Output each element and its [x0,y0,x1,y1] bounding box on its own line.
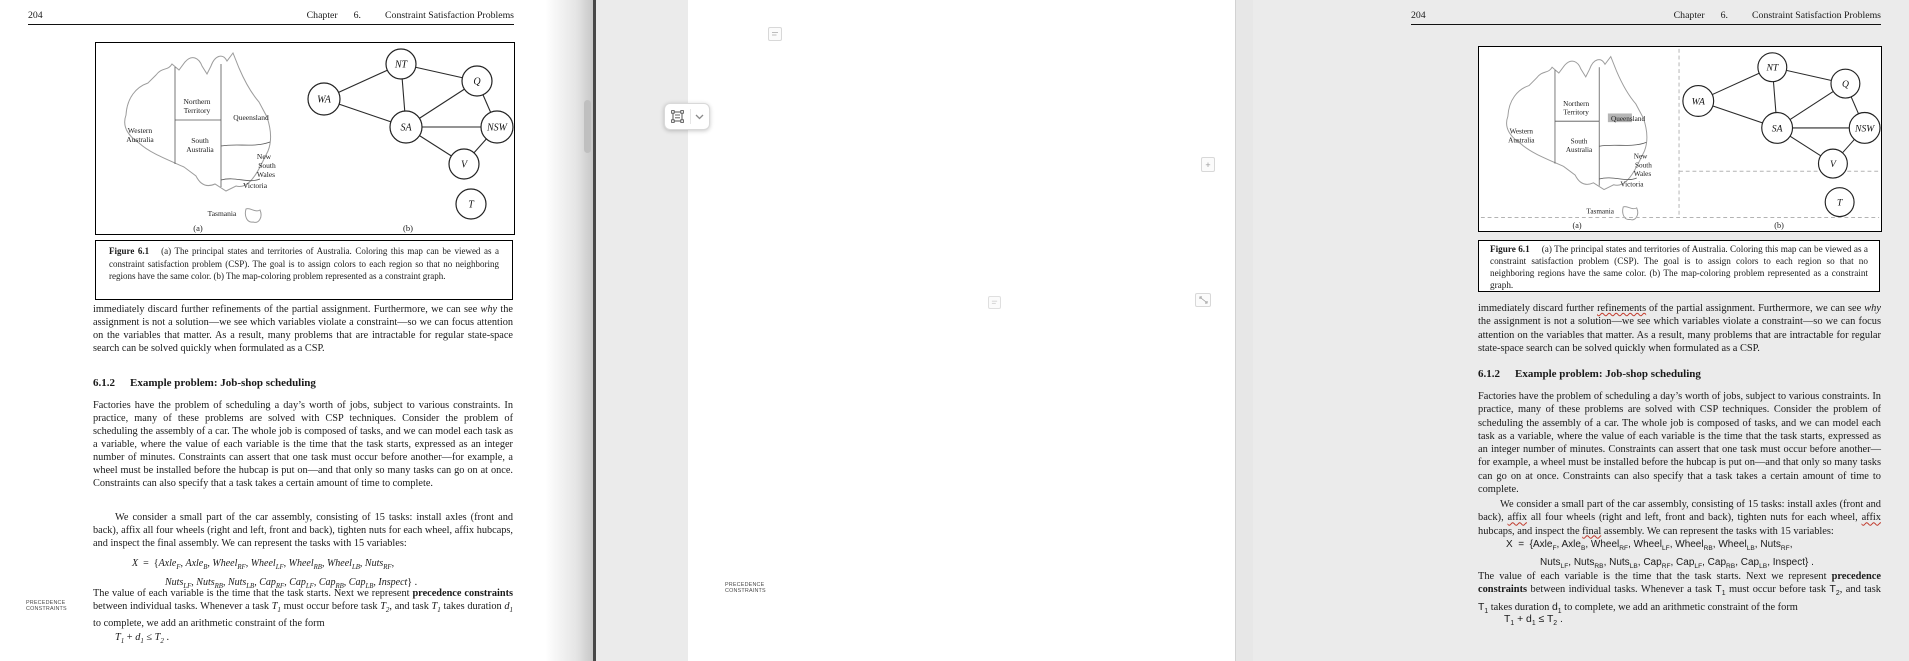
svg-text:T: T [1836,197,1843,209]
floating-annotation-toolbar [664,103,710,130]
chapter-label: Chapter [306,10,338,21]
figure-caption-label: Figure 6.1 [109,246,150,256]
paragraph-refinements: immediately discard further refinements of the partial assignment. Furthermore, we can see why the assignment is not a solution—we see which variables violate a constraint—so we can focus attention on the variables that matter. As a result, many problems that are intractable for regular state-space search can be solved quickly when formulated as a CSP. [93,304,513,354]
svg-text:South: South [191,136,209,145]
svg-text:Territory: Territory [183,106,211,115]
section-heading: 6.1.2 Example problem: Job-shop scheduling [93,377,316,389]
variables-equation: X = {Axle$_F$, Axle$_B$, Wheel$_{RF}$, Wheel$_{LF}$, Wheel$_{RB}$, Wheel$_{LB}$, Nuts$_{RF}$, Nuts$_{LF}$, Nuts$_{RB}$, Nuts$_{LB}$, Cap$_{RF}$, Cap$_{LF}$, Cap$_{RB}$, Cap$_{LB}$, Inspect} . [132,558,418,590]
map-state-labels [126,97,276,218]
paragraph-factories: Factories have the problem of scheduling a day’s worth of jobs, subject to various constraints. In practice, many of these problems are solved with CSP techniques. Consider the problem of scheduling the assembly of a car. The whole job is composed of tasks, and we can model each task as a variable, where the value of each variable is the time that the task starts, expressed as an integer number of minutes. Constraints can assert that one task must occur before another—for example, a wheel must be installed before the hubcap is put on—and that only so many tasks can go on at once. Constraints can also specify that a task takes a certain amount of time to complete. [93,400,513,489]
svg-text:Northern: Northern [183,97,211,106]
figure-6-1-svg [1479,47,1881,231]
svg-text:SA: SA [1771,123,1783,135]
left-page-header [28,10,514,25]
svg-text:South: South [1635,161,1652,170]
svg-text:Q: Q [1841,78,1849,90]
misspelled-word: affix [1861,512,1881,524]
svg-text:South: South [1570,137,1588,146]
subfigure-labels [1573,221,1785,230]
misspelled-word: final [1582,525,1602,537]
left-document-page [0,0,593,661]
right-page-header [1411,10,1881,25]
object-anchor-marker[interactable] [768,27,782,41]
svg-text:Wales: Wales [1633,170,1652,179]
margin-note-precedence: PRECEDENCE CONSTRAINTS [725,582,766,594]
svg-text:(b): (b) [1774,221,1784,231]
svg-text:Wales: Wales [256,170,276,179]
object-anchor-marker[interactable] [988,296,1001,309]
svg-text:(a): (a) [1572,221,1582,231]
chapter-title: Constraint Satisfaction Problems [1752,10,1881,21]
resize-handle-icon [1199,296,1208,304]
svg-text:(a): (a) [193,223,203,233]
object-anchor-icon [991,299,998,306]
paragraph-factories[interactable]: Factories have the problem of scheduling a day’s worth of jobs, subject to various constraints. In practice, many of these problems are solved with CSP techniques. Consider the problem of scheduling the assembly of a car. The whole job is composed of tasks, and we can model each task as a variable, where the value of each variable is the time that the task starts, expressed as an integer number of minutes. Constraints can assert that one task must occur before another—for example, a wheel must be installed before the hubcap is put on—and that only so many tasks can go on at once. Constraints can also specify that a task takes a certain amount of time to complete. [1478,391,1881,496]
right-pane-margin-strip [1235,0,1253,661]
figure-caption-text: (a) The principal states and territories of Australia. Coloring this map can be viewed as a constraint satisfaction problem (CSP). The goal is to assign colors to each region so that no neighboring regions have the same color. (b) The map-coloring problem represented as a constraint graph. [1490,244,1869,290]
text-box-icon [670,109,685,124]
svg-text:Western: Western [127,126,153,135]
svg-text:NSW: NSW [1855,123,1875,135]
chevron-down-icon [695,114,704,120]
svg-text:Victoria: Victoria [1620,180,1644,189]
figure-6-1-editable[interactable] [1478,46,1882,232]
paragraph-precedence[interactable]: The value of each variable is the time that the task starts. Next we represent precedence constraints between individual tasks. Whenever a task $T_1$ must occur before task $T_2$, and task $T_1$ takes duration $d_1$ to complete, we add an arithmetic constraint of the form [1478,571,1881,615]
svg-text:NSW: NSW [487,122,507,134]
svg-text:(b): (b) [403,223,413,233]
chapter-title: Constraint Satisfaction Problems [385,10,514,21]
paragraph-refinements[interactable]: immediately discard further refinements of the partial assignment. Furthermore, we can see why the assignment is not a solution—we see which variables violate a constraint—so we can focus attention on the variables that matter. As a result, many problems that are intractable for regular state-space search can be solved quickly when formulated as a CSP. [1478,303,1881,354]
section-heading[interactable]: 6.1.2 Example problem: Job-shop scheduling [1478,368,1701,380]
chapter-number: 6. [1720,10,1729,21]
margin-note-precedence: PRECEDENCE CONSTRAINTS [26,600,67,612]
svg-text:Australia: Australia [186,145,214,154]
paragraph-we-consider[interactable]: We consider a small part of the car assembly, consisting of 15 tasks: install axles (front and back), affix all four wheels (right and left, front and back), tighten nuts for each wheel, affix hubcaps, and inspect the final assembly. We can represent the tasks with 15 variables: [1478,499,1881,537]
svg-text:Australia: Australia [1508,136,1535,145]
pane-gap [596,0,688,661]
right-document-page [688,0,1881,661]
misspelled-word: affix [1507,512,1527,524]
figure-caption-label: Figure 6.1 [1490,244,1530,254]
svg-text:New: New [1633,152,1648,161]
toolbar-dropdown-button[interactable] [691,105,707,128]
add-content-handle[interactable] [1201,157,1215,172]
label-queensland: Queensland [233,113,269,122]
paragraph-precedence: The value of each variable is the time that the task starts. Next we represent precedence constraints between individual tasks. Whenever a task $T_1$ must occur before task $T_2$, and task $T_1$ takes duration $d_1$ to complete, we add an arithmetic constraint of the form [93,588,514,630]
resize-handle[interactable] [1195,293,1211,307]
svg-text:South: South [258,161,276,170]
figure-caption-text: (a) The principal states and territories of Australia. Coloring this map can be viewed as a constraint satisfaction problem (CSP). The goal is to assign colors to each region so that no neighboring regions have the same color. (b) The map-coloring problem represented as a constraint graph. [109,246,499,282]
page-number: 204 [1411,10,1426,21]
svg-text:Q: Q [473,76,481,88]
page-number: 204 [28,10,43,21]
svg-text:Australia: Australia [126,135,154,144]
precedence-equation[interactable]: $T_1 + d_1 \le T_2$ . [1504,614,1563,628]
svg-text:Northern: Northern [1563,99,1590,108]
svg-text:Victoria: Victoria [242,181,268,190]
figure-6-1 [95,42,515,235]
svg-text:T: T [468,199,474,211]
svg-text:NT: NT [1766,62,1779,74]
variables-equation[interactable]: X = {Axle$_F$, Axle$_B$, Wheel$_{RF}$, Wheel$_{LF}$, Wheel$_{RB}$, Wheel$_{LB}$, Nuts$_{RF}$, Nuts$_{LF}$, Nuts$_{RB}$, Nuts$_{LB}$, Cap$_{RF}$, Cap$_{LF}$, Cap$_{RB}$, Cap$_{LB}$, Inspect} . [1506,539,1814,571]
map-state-labels [1508,100,1652,216]
svg-text:SA: SA [400,122,412,134]
svg-text:NT: NT [394,59,408,71]
misspelled-word: refinements [1597,303,1647,314]
paragraph-we-consider: We consider a small part of the car assembly, consisting of 15 tasks: install axles (front and back), affix all four wheels (right and left, front and back), tighten nuts for each wheel, affix hubcaps, and inspect the final assembly. We can represent the tasks with 15 variables: [93,512,514,549]
text-box-tool-button[interactable] [665,105,690,128]
chapter-number: 6. [353,10,362,21]
svg-text:Territory: Territory [1563,108,1589,117]
plus-icon: + [1205,159,1211,170]
object-anchor-icon [771,30,779,38]
svg-text:New: New [256,152,272,161]
precedence-equation: $T_1 + d_1 \le T_2$ . [115,632,170,646]
svg-text:V: V [1829,158,1836,170]
figure-caption [1478,240,1880,292]
svg-text:Tasmania: Tasmania [207,209,237,218]
svg-text:Western: Western [1509,127,1534,136]
svg-text:WA: WA [1691,96,1705,108]
subfigure-labels [193,223,413,233]
svg-text:Australia: Australia [1565,146,1593,155]
svg-text:V: V [460,159,468,171]
figure-caption [95,240,513,300]
svg-text:Tasmania: Tasmania [1586,207,1614,216]
label-queensland-selected: Queensland [1611,115,1646,124]
left-pane-scrollbar-thumb[interactable] [584,100,591,153]
figure-6-1-svg [96,43,514,234]
svg-text:WA: WA [317,94,331,106]
chapter-label: Chapter [1673,10,1705,21]
